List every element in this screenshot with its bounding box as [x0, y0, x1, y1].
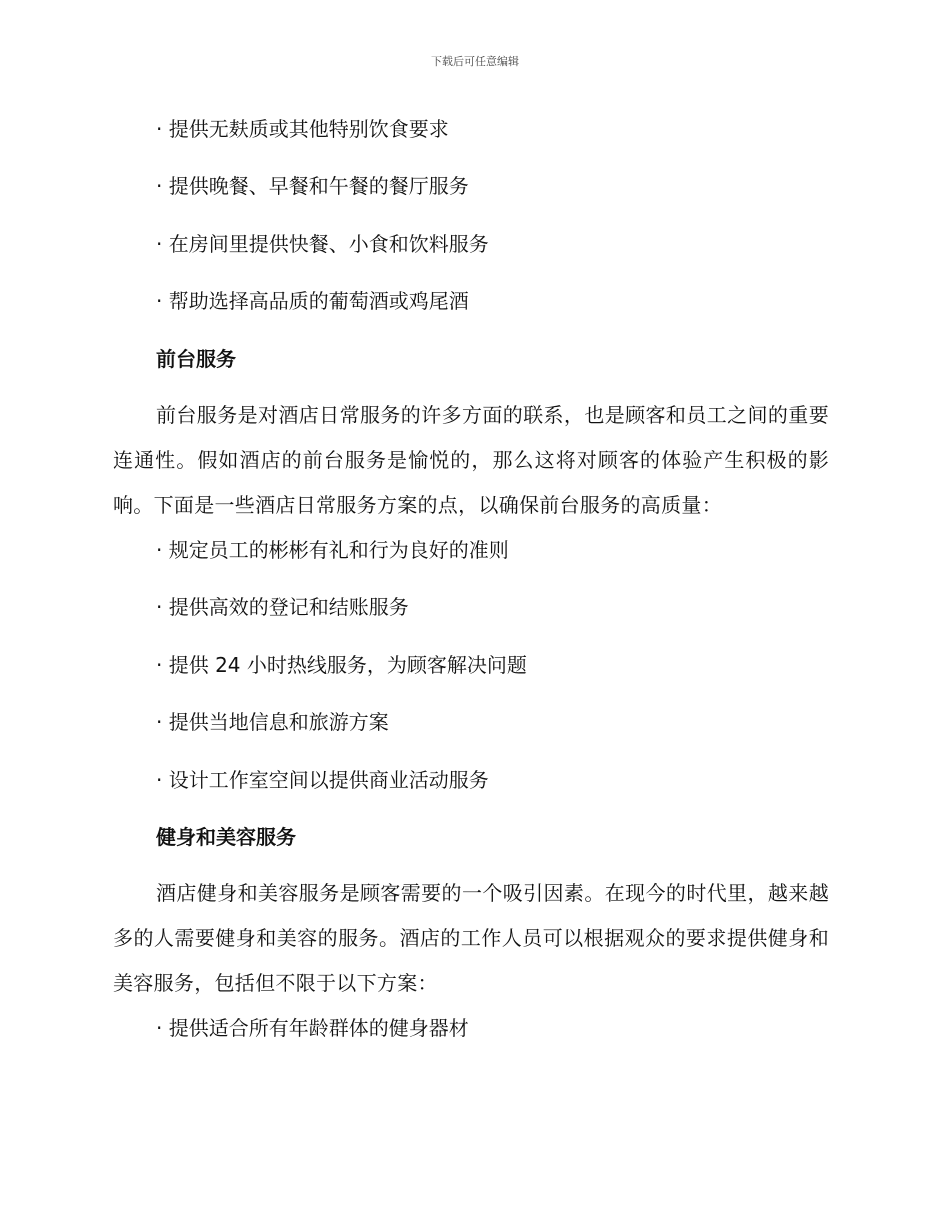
section-heading-front-desk: 前台服务 [156, 346, 236, 371]
bullet-item: · 在房间里提供快餐、小食和饮料服务 [156, 231, 489, 256]
bullet-item: · 提供无麸质或其他特别饮食要求 [156, 117, 449, 141]
bullet-item: · 设计工作室空间以提供商业活动服务 [156, 767, 489, 792]
bullet-item: · 提供适合所有年龄群体的健身器材 [156, 1016, 469, 1041]
paragraph-front-desk: 前台服务是对酒店日常服务的许多方面的联系，也是顾客和员工之间的重要连通性。假如酒店的前台服务是愉悦的，那么这将对顾客的体验产生积极的影响。下面是一些酒店日常服务方案的点，以确保前台服务的高质量： [113, 402, 829, 517]
bullet-item: · 规定员工的彬彬有礼和行为良好的准则 [156, 537, 509, 562]
section-heading-fitness-beauty: 健身和美容服务 [156, 824, 296, 849]
bullet-item: · 提供当地信息和旅游方案 [156, 710, 389, 735]
bullet-item: · 提供晚餐、早餐和午餐的餐厅服务 [156, 174, 469, 199]
document-body [113, 110, 829, 1067]
header-note: 下载后可任意编辑 [431, 55, 519, 68]
bullet-item: · 帮助选择高品质的葡萄酒或鸡尾酒 [156, 289, 469, 314]
bullet-item: · 提供 24 小时热线服务，为顾客解决问题 [156, 652, 527, 677]
bullet-item: · 提供高效的登记和结账服务 [156, 595, 409, 620]
paragraph-fitness-beauty: 酒店健身和美容服务是顾客需要的一个吸引因素。在现今的时代里，越来越多的人需要健身和美容的服务。酒店的工作人员可以根据观众的要求提供健身和美容服务，包括但不限于以下方案： [113, 881, 829, 996]
